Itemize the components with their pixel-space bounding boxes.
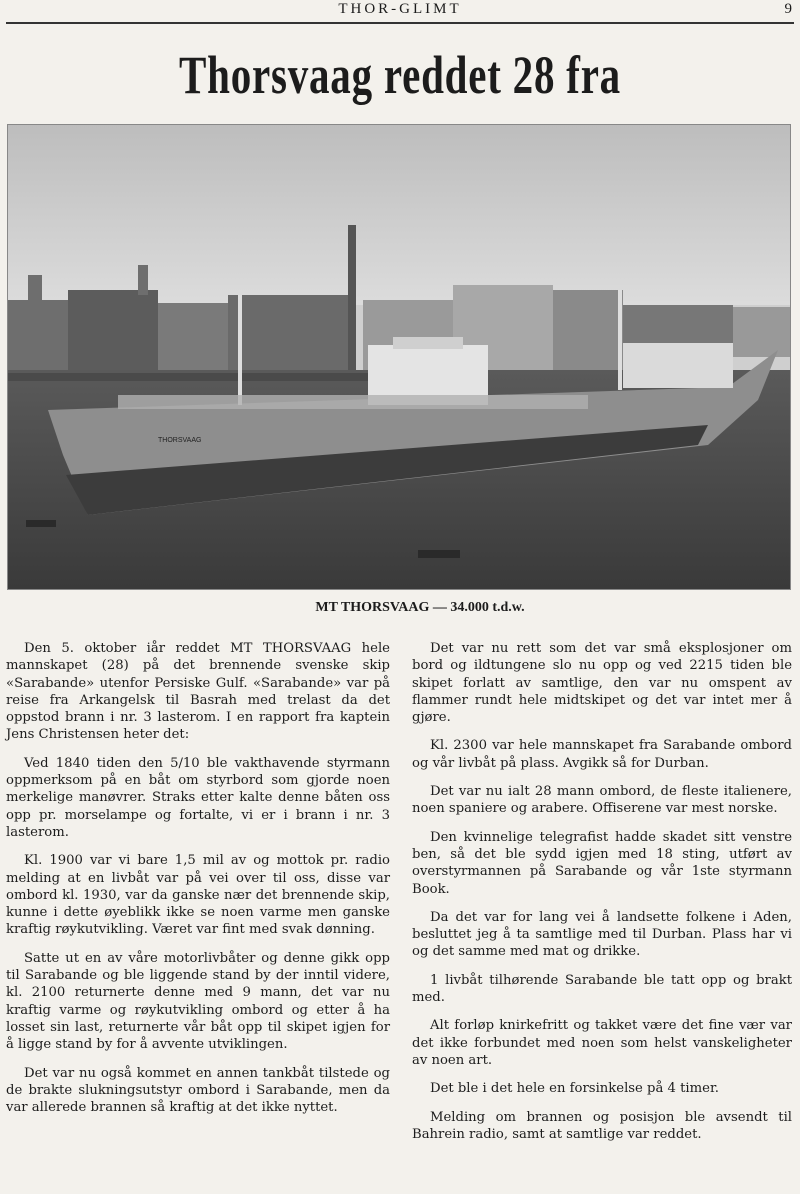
paragraph: Det var nu ialt 28 mann ombord, de fleste italienere, noen spaniere og arabere. Offiserene var mest norske. — [412, 784, 792, 817]
paragraph: Det var nu rett som det var små eksplosjoner om bord og ildtungene slo nu opp og ved 2215 tiden ble skipet forlatt av samtlige, den var nu omspent av flammer rundt hele midtskipet og det var intet mer å gjøre. — [412, 641, 792, 726]
paragraph: 1 livbåt tilhørende Sarabande ble tatt opp og brakt med. — [412, 972, 792, 1006]
paragraph: Den kvinnelige telegrafist hadde skadet sitt venstre ben, så det ble sydd igjen med 18 sting, utført av overstyrmannen på Sarabande og vår 1ste styrmann Book. — [412, 829, 792, 897]
photo-caption: MT THORSVAAG — 34.000 t.d.w. — [315, 600, 525, 615]
paragraph: Kl. 2300 var hele mannskapet fra Sarabande ombord og vår livbåt på plass. Avgikk så for Durban. — [412, 738, 792, 771]
article-right-column — [412, 640, 792, 1154]
paragraph: Den 5. oktober iår reddet MT THORSVAAG hele mannskapet (28) på det brennende svenske skip «Sarabande» utenfor Persiske Gulf. «Sarabande» var på reise fra Arkangelsk til Basrah med trelast da det oppstod brann i nr. 3 lasterom. I en rapport fra kaptein Jens Christensen heter det: — [6, 641, 390, 743]
page-number: 9 — [784, 1, 792, 17]
article-headline: Thorsvaag reddet 28 fra — [179, 45, 621, 105]
ship-photo — [7, 124, 791, 590]
ship-photo-illustration — [8, 125, 790, 589]
paragraph: Da det var for lang vei å landsette folkene i Aden, besluttet jeg å ta samtlige med til Durban. Plass har vi og det samme med mat og drikke. — [412, 909, 792, 960]
small-boat — [26, 520, 56, 527]
paragraph: Ved 1840 tiden den 5/10 ble vakthavende styrmann oppmerksom på en båt om styrbord som gjorde noen merkelige manøvrer. Straks etter kalte denne båten oss opp pr. morselampe og fortalte, vi er i brann i nr. 3 lasterom. — [6, 755, 390, 840]
hull-name: THORSVAAG — [158, 437, 202, 444]
paragraph: Kl. 1900 var vi bare 1,5 mil av og mottok pr. radio melding at en livbåt var på vei over til oss, disse var ombord kl. 1930, var da ganske nær det brennende skip, kunne i dette øyeblikk ikke se noen varme men ganske kraftig røykutvikling. Været var fint med svak dønning. — [6, 853, 390, 938]
paragraph: Satte ut en av våre motorlivbåter og denne gikk opp til Sarabande og ble liggende stand by der inntil videre, kl. 2100 returnerte denne med 9 mann, det var nu kraftig varme og røykutvikling ombord og etter å ha losset sin last, returnerte vår båt opp til skipet igjen for å ligge stand by for å avvente utviklingen. — [6, 950, 390, 1053]
running-title: THOR-GLIMT — [338, 1, 462, 17]
paragraph: Melding om brannen og posisjon ble avsendt til Bahrein radio, samt at samtlige var reddet. — [412, 1109, 792, 1142]
paragraph: Det ble i det hele en forsinkelse på 4 timer. — [430, 1081, 720, 1097]
page-header — [6, 0, 794, 24]
rowboat — [418, 550, 460, 558]
paragraph: Alt forløp knirkefritt og takket være det fine vær var det ikke forbundet med noen som helst vanskeligheter av noen art. — [412, 1018, 792, 1068]
paragraph: Det var nu også kommet en annen tankbåt tilstede og de brakte slukningsutstyr ombord i Sarabande, men da var allerede brannen så kraftig at det ikke nyttet. — [6, 1065, 390, 1116]
article-left-column — [6, 640, 390, 1127]
